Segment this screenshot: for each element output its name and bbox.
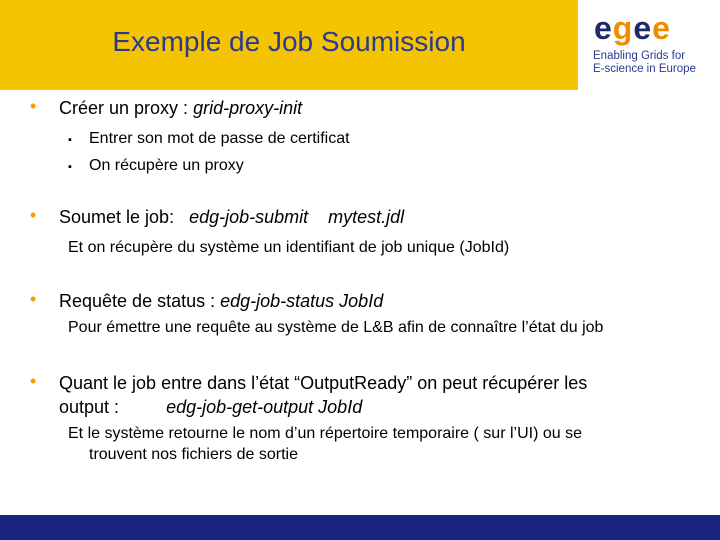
bullet-2-note: Et on récupère du système un identifiant de job unique (JobId) [68, 239, 510, 256]
bullet-2-text: Soumet le job: edg-job-submit mytest.jdl [59, 207, 405, 227]
bullet-3-text: Requête de status : edg-job-status JobId [59, 291, 384, 311]
logo-tagline: Enabling Grids for E-science in Europe [593, 50, 696, 75]
bullet-icon: • [30, 289, 37, 309]
logo-wordmark: egee [594, 10, 671, 46]
bullet-4-line-1: Quant le job entre dans l’état “OutputReady” on peut récupérer les [59, 373, 588, 393]
bullet-icon: • [30, 96, 37, 116]
bullet-4-line-2: output : edg-job-get-output JobId [59, 397, 363, 417]
bullet-1-sub-1: Entrer son mot de passe de certificat [89, 130, 350, 147]
footer-bar [0, 515, 720, 540]
bullet-icon: • [30, 371, 37, 391]
bullet-icon: • [30, 205, 37, 225]
bullet-3-note: Pour émettre une requête au système de L&B afin de connaître l’état du job [68, 319, 604, 336]
bullet-1-text: Créer un proxy : grid-proxy-init [59, 98, 303, 118]
sub-bullet-icon: ▪ [68, 134, 72, 146]
bullet-4-note-2: trouvent nos fichiers de sortie [89, 446, 298, 463]
egee-logo [578, 0, 720, 90]
sub-bullet-icon: ▪ [68, 161, 72, 173]
slide-title: Exemple de Job Soumission [112, 26, 466, 57]
bullet-1-sub-2: On récupère un proxy [89, 157, 244, 174]
bullet-4-note-1: Et le système retourne le nom d’un répertoire temporaire ( sur l’UI) ou se [68, 425, 582, 442]
